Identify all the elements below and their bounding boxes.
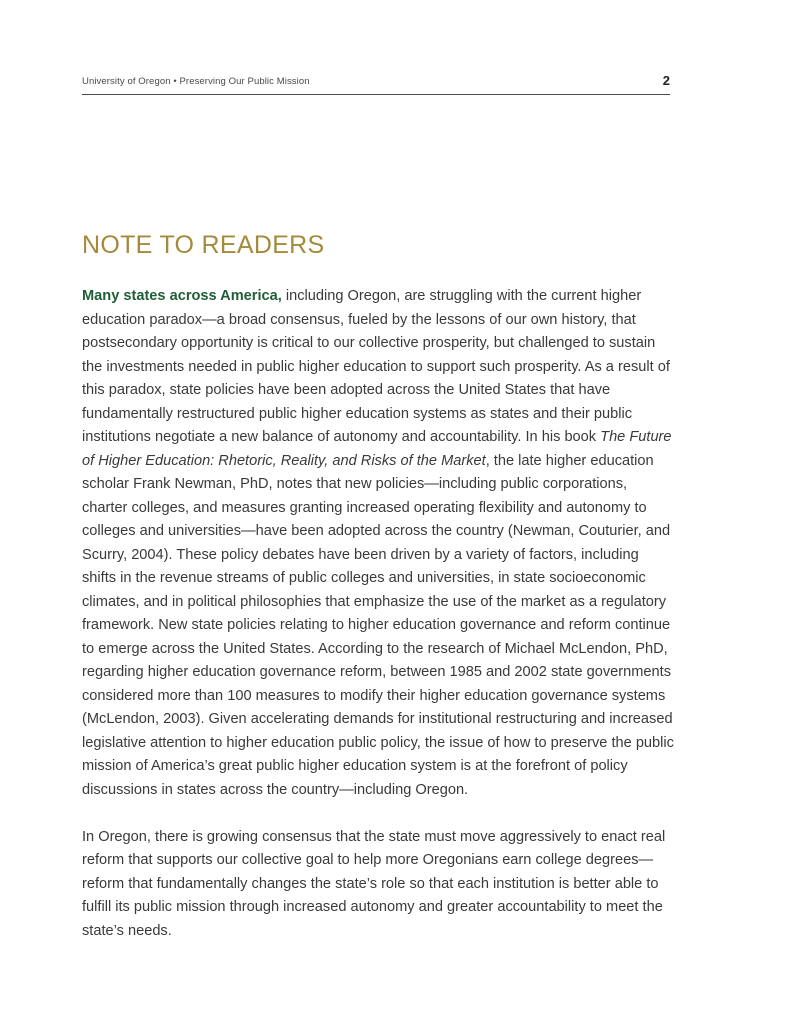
page-number: 2	[662, 73, 670, 88]
paragraph-2: In Oregon, there is growing consensus that the state must move aggressively to enact real reform that supports our collective goal to help more Oregonians earn college degrees—reform that fundamentally changes the state’s role so that each institution is better able to fulfill its public mission through increased autonomy and greater accountability to meet the state’s needs.	[82, 828, 666, 939]
book-title: The Future of Higher Education: Rhetoric, Reality, and Risks of the Market	[82, 429, 672, 469]
paragraph-1-text-b: , the late higher education scholar Frank Newman, PhD, notes that new policies—including public corporations, charter colleges, and measures granting increased operating flexibility and autonomy to colleges and universities—have been adopted across the country (Newman, Couturier, and Scurry, 2004). These policy debates have been driven by a variety of factors, including shifts in the revenue streams of public colleges and universities, in state socioeconomic climates, and in political philosophies that emphasize the use of the market as a regulatory framework. New state policies relating to higher education governance and reform continue to emerge across the United States. According to the research of Michael McLendon, PhD, regarding higher education governance reform, between 1985 and 2002 state governments considered more than 100 measures to modify their higher education governance systems (McLendon, 2003). Given accelerating demands for institutional restructuring and increased legislative attention to higher education public policy, the issue of how to preserve the public mission of America’s great public higher education system is at the forefront of policy discussions in states across the country—including Oregon.	[82, 452, 674, 798]
header-title: University of Oregon • Preserving Our Public Mission	[82, 76, 310, 87]
paragraph-1	[82, 285, 674, 802]
lead-in-phrase: Many states across America,	[82, 288, 282, 304]
section-heading: NOTE TO READERS	[82, 231, 325, 259]
body-text	[82, 285, 674, 967]
paragraph-1-text-a: including Oregon, are struggling with the current higher education paradox—a broad consensus, fueled by the lessons of our own history, that postsecondary opportunity is critical to our collective prosperity, but challenged to sustain the investments needed in public higher education to support such prosperity. As a result of this paradox, state policies have been adopted across the United States that have fundamentally restructured public higher education systems as states and their public institutions negotiate a new balance of autonomy and accountability. In his book	[82, 288, 670, 445]
running-header	[82, 72, 670, 95]
